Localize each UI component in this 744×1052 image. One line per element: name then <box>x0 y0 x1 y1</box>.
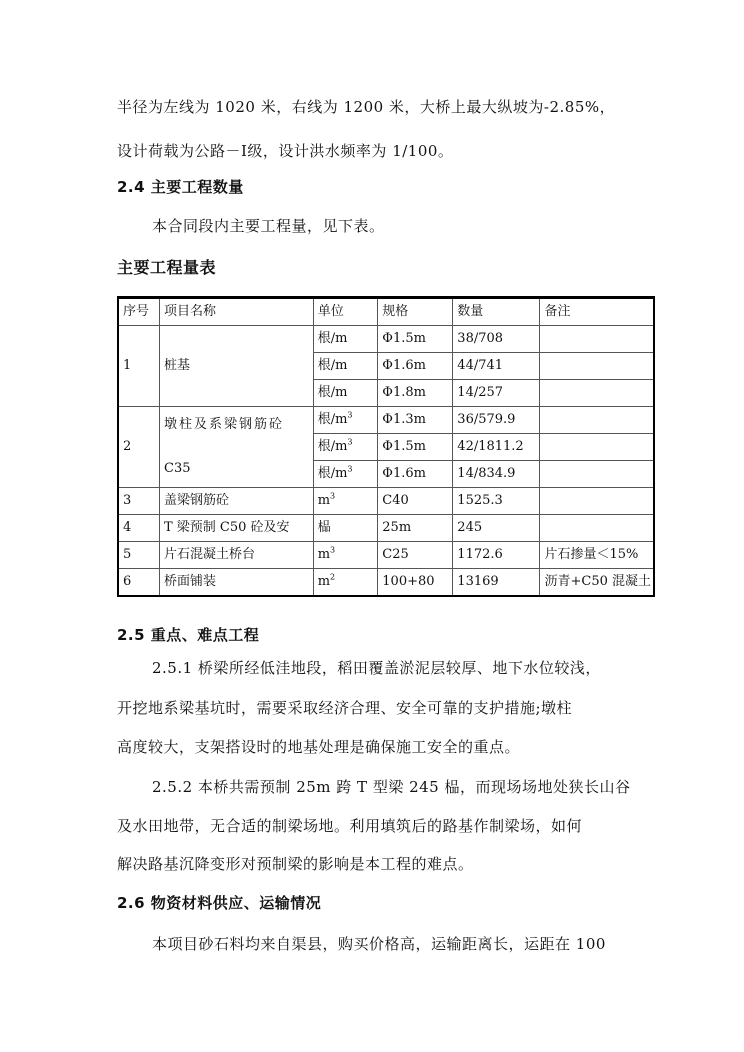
quantity-cell <box>453 488 540 515</box>
unit-cell-text: 根/m <box>317 331 348 347</box>
spec-cell <box>378 353 453 380</box>
row-number-cell <box>118 542 160 569</box>
item-name-cell <box>160 326 314 407</box>
quantity-cell-text: 14/834.9 <box>457 466 516 482</box>
unit-cell <box>313 569 378 597</box>
spec-cell-text: 100+80 <box>382 574 435 590</box>
unit-cell <box>313 407 378 434</box>
section-heading-2-6: 2.6 物资材料供应、运输情况 <box>117 894 322 912</box>
spec-cell-text: C40 <box>382 493 409 509</box>
quantity-cell <box>453 380 540 407</box>
quantity-cell-text: 38/708 <box>457 331 504 347</box>
note-cell <box>540 515 654 542</box>
header-cell <box>118 298 160 326</box>
unit-cell <box>313 326 378 353</box>
unit-cell <box>313 434 378 461</box>
note-cell <box>540 542 654 569</box>
row-number-cell <box>118 407 160 488</box>
unit-cell <box>313 353 378 380</box>
note-cell <box>540 326 654 353</box>
paragraph-line: 本合同段内主要工程量，见下表。 <box>152 217 385 235</box>
unit-cell <box>313 380 378 407</box>
quantity-cell <box>453 326 540 353</box>
unit-cell-text: 根/m <box>317 439 348 455</box>
spec-cell <box>378 569 453 597</box>
spec-cell-text: 25m <box>382 520 412 536</box>
item-name-cell-text: 盖梁钢筋砼 <box>164 493 230 509</box>
table-row <box>118 488 654 515</box>
paragraph-line: 及水田地带，无合适的制梁场地。利用填筑后的路基作制梁场，如何 <box>117 817 583 835</box>
paragraph-line: 半径为左线为 1020 米，右线为 1200 米，大桥上最大纵坡为-2.85%， <box>117 98 616 116</box>
row-number-cell <box>118 569 160 597</box>
quantity-cell <box>453 353 540 380</box>
spec-cell-text: Φ1.6m <box>382 466 426 482</box>
spec-cell-text: Φ1.8m <box>382 385 426 401</box>
unit-cell-text: m <box>317 493 331 509</box>
row-number-cell-text: 1 <box>123 358 132 374</box>
spec-cell <box>378 407 453 434</box>
quantity-cell <box>453 407 540 434</box>
item-name-cell <box>160 488 314 515</box>
table-row <box>118 542 654 569</box>
unit-cell-text: 根/m <box>317 466 348 482</box>
paragraph-line: 解决路基沉降变形对预制梁的影响是本工程的难点。 <box>117 855 474 873</box>
item-name-cell-text: 墩柱及系梁钢筋砼 <box>164 417 285 432</box>
note-cell <box>540 407 654 434</box>
note-cell <box>540 488 654 515</box>
unit-cell <box>313 515 378 542</box>
unit-cell-text: 根/m <box>317 358 348 374</box>
row-number-cell <box>118 515 160 542</box>
spec-cell <box>378 434 453 461</box>
quantity-cell-text: 13169 <box>457 574 499 590</box>
quantity-cell-text: 245 <box>457 520 483 536</box>
quantity-cell-text: 14/257 <box>457 385 504 401</box>
header-cell <box>313 298 378 326</box>
spec-cell <box>378 488 453 515</box>
unit-cell-text: m <box>317 547 331 563</box>
unit-superscript: 3 <box>347 464 353 474</box>
header-cell-text: 单位 <box>317 304 344 320</box>
item-name-cell-text: 桩基 <box>164 358 191 374</box>
row-number-cell-text: 3 <box>123 493 132 509</box>
table-row <box>118 515 654 542</box>
paragraph-line: 设计荷载为公路－Ⅰ级，设计洪水频率为 1/100。 <box>117 142 454 160</box>
quantity-cell-text: 1525.3 <box>457 493 503 509</box>
paragraph-line: 高度较大，支架搭设时的地基处理是确保施工安全的重点。 <box>117 738 521 756</box>
table-row <box>118 326 654 353</box>
item-name-cell-text: 片石混凝土桥台 <box>164 547 256 563</box>
unit-superscript: 3 <box>330 545 336 555</box>
row-number-cell-text: 2 <box>123 439 132 455</box>
header-cell-text: 规格 <box>382 304 409 320</box>
unit-cell-text: 榀 <box>317 520 331 536</box>
header-cell <box>160 298 314 326</box>
unit-superscript: 3 <box>347 437 353 447</box>
spec-cell-text: Φ1.3m <box>382 412 426 428</box>
quantity-cell <box>453 461 540 488</box>
paragraph-line: 本项目砂石料均来自渠县，购买价格高，运输距离长，运距在 100 <box>152 935 606 953</box>
unit-cell-text: 根/m <box>317 412 348 428</box>
unit-superscript: 3 <box>330 491 336 501</box>
header-cell <box>540 298 654 326</box>
item-name-cell-text: T 梁预制 C50 砼及安 <box>164 520 290 536</box>
quantity-cell-text: 36/579.9 <box>457 412 516 428</box>
unit-cell <box>313 542 378 569</box>
row-number-cell-text: 6 <box>123 574 132 590</box>
spec-cell-text: C25 <box>382 547 409 563</box>
spec-cell-text: Φ1.6m <box>382 358 426 374</box>
note-cell-text: 片石掺量＜15% <box>544 547 639 563</box>
unit-superscript: 2 <box>330 572 336 582</box>
section-heading-2-5: 2.5 重点、难点工程 <box>117 626 260 644</box>
header-cell-text: 备注 <box>544 304 571 320</box>
item-name-cell <box>160 542 314 569</box>
unit-superscript: 3 <box>347 410 353 420</box>
header-cell-text: 序号 <box>123 304 150 320</box>
item-name-cell <box>160 515 314 542</box>
spec-cell <box>378 326 453 353</box>
spec-cell-text: Φ1.5m <box>382 331 426 347</box>
section-heading-2-4: 2.4 主要工程数量 <box>117 178 244 196</box>
table-row <box>118 569 654 597</box>
quantity-cell-text: 44/741 <box>457 358 504 374</box>
spec-cell <box>378 515 453 542</box>
item-name-text: C35 <box>164 461 191 476</box>
row-number-cell <box>118 488 160 515</box>
note-cell <box>540 569 654 597</box>
unit-cell <box>313 461 378 488</box>
quantity-cell-text: 1172.6 <box>457 547 503 563</box>
note-cell <box>540 353 654 380</box>
item-name-cell-text: 桥面铺装 <box>164 574 217 590</box>
item-name-cell <box>160 569 314 597</box>
quantity-cell <box>453 569 540 597</box>
item-name-cell <box>160 407 314 488</box>
quantity-cell <box>453 434 540 461</box>
note-cell <box>540 380 654 407</box>
table-row <box>118 407 654 434</box>
row-number-cell <box>118 326 160 407</box>
header-cell <box>453 298 540 326</box>
paragraph-line: 2.5.1 桥梁所经低洼地段，稻田覆盖淤泥层较厚、地下水位较浅， <box>152 659 601 677</box>
unit-cell <box>313 488 378 515</box>
header-cell <box>378 298 453 326</box>
note-cell <box>540 434 654 461</box>
spec-cell-text: Φ1.5m <box>382 439 426 455</box>
quantity-cell-text: 42/1811.2 <box>457 439 524 455</box>
note-cell-text: 沥青+C50 混凝土 <box>544 574 651 590</box>
header-cell-text: 项目名称 <box>164 304 217 320</box>
quantity-cell <box>453 542 540 569</box>
table-header-row <box>118 298 654 326</box>
note-cell <box>540 461 654 488</box>
quantity-cell <box>453 515 540 542</box>
paragraph-line: 开挖地系梁基坑时，需要采取经济合理、安全可靠的支护措施;墩柱 <box>117 699 573 717</box>
unit-cell-text: m <box>317 574 331 590</box>
paragraph-line: 2.5.2 本桥共需预制 25m 跨 T 型梁 245 榀，而现场场地处狭长山谷 <box>152 778 631 796</box>
quantities-table <box>117 296 655 597</box>
spec-cell <box>378 380 453 407</box>
header-cell-text: 数量 <box>457 304 484 320</box>
unit-cell-text: 根/m <box>317 385 348 401</box>
spec-cell <box>378 461 453 488</box>
spec-cell <box>378 542 453 569</box>
table-title: 主要工程量表 <box>117 258 217 277</box>
row-number-cell-text: 4 <box>123 520 132 536</box>
row-number-cell-text: 5 <box>123 547 132 563</box>
